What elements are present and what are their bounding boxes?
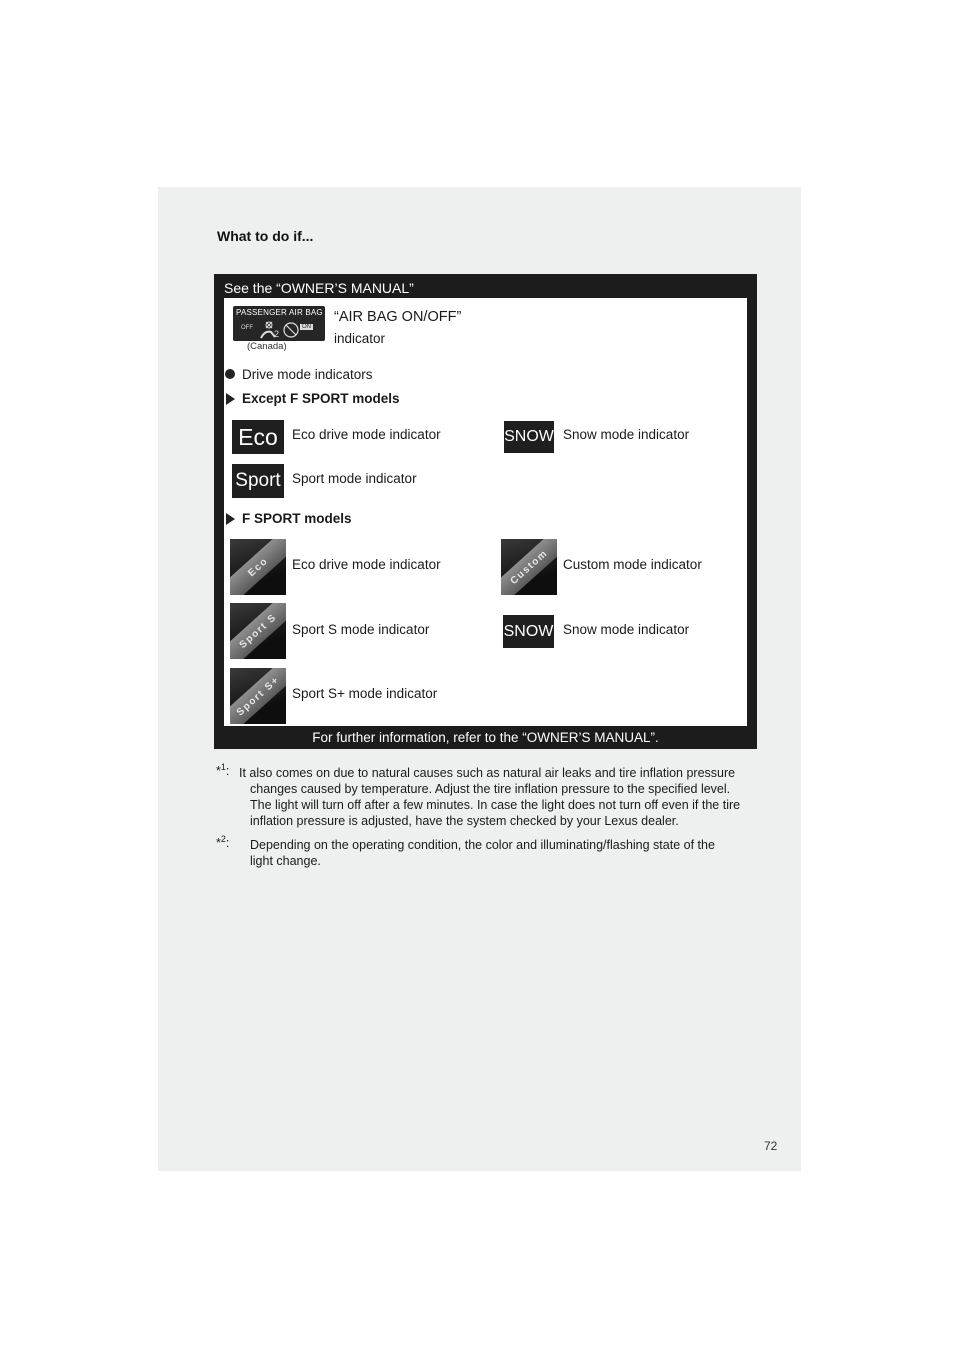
snow-icon: SNOW bbox=[504, 421, 554, 453]
eco-fsport-label: Eco drive mode indicator bbox=[292, 557, 441, 572]
footnote-marker: *$^1$: bbox=[216, 762, 230, 779]
snow-mode-label: Snow mode indicator bbox=[563, 427, 690, 442]
eco-fsport-icon: Eco bbox=[230, 539, 286, 595]
except-fsport-heading: Except F SPORT models bbox=[242, 391, 400, 406]
drive-mode-heading: Drive mode indicators bbox=[242, 367, 373, 382]
footnote-2: Depending on the operating condition, the color and illuminating/flashing state of the light change. bbox=[250, 838, 715, 868]
airbag-indicator-icon: PASSENGER AIR BAG OFF 2 ON bbox=[233, 306, 325, 341]
page-number: 72 bbox=[764, 1139, 778, 1153]
footnote-marker: *$^2$: bbox=[216, 834, 230, 851]
snow-fsport-icon: SNOW bbox=[503, 615, 554, 648]
airbag-region-label: (Canada) bbox=[247, 341, 287, 352]
snow-fsport-label: Snow mode indicator bbox=[563, 622, 690, 637]
box-footer: For further information, refer to the “OWNER’S MANUAL”. bbox=[312, 730, 659, 745]
svg-text:2: 2 bbox=[274, 329, 280, 339]
sport-icon: Sport bbox=[232, 464, 284, 498]
fsport-heading: F SPORT models bbox=[242, 511, 352, 526]
triangle-bullet-icon bbox=[226, 513, 235, 525]
eco-mode-label: Eco drive mode indicator bbox=[292, 427, 441, 442]
airbag-subtitle: indicator bbox=[334, 331, 386, 346]
custom-icon: Custom bbox=[501, 539, 557, 595]
sport-s-mode-label: Sport S mode indicator bbox=[292, 622, 430, 637]
passenger-icon bbox=[255, 321, 299, 339]
custom-mode-label: Custom mode indicator bbox=[563, 557, 702, 572]
sport-s-icon: Sport S bbox=[230, 603, 286, 659]
eco-icon: Eco bbox=[232, 420, 284, 454]
section-title: What to do if... bbox=[217, 228, 314, 244]
box-heading: See the “OWNER’S MANUAL” bbox=[224, 280, 414, 296]
sport-s-plus-mode-label: Sport S+ mode indicator bbox=[292, 686, 438, 701]
footnote-1: It also comes on due to natural causes such as natural air leaks and tire inflation pressure changes caused by temperature. Adjust the tire inflation pressure to the specified level. The light will turn off after a few minutes. In case the light does not turn off even if the tire inflation pressure is adjusted, have the system checked by your Lexus dealer. bbox=[239, 766, 741, 828]
triangle-bullet-icon bbox=[226, 393, 235, 405]
airbag-title: “AIR BAG ON/OFF” bbox=[334, 309, 462, 325]
sport-mode-label: Sport mode indicator bbox=[292, 471, 417, 486]
bullet-icon bbox=[225, 369, 235, 379]
sport-s-plus-icon: Sport S+ bbox=[230, 668, 286, 724]
